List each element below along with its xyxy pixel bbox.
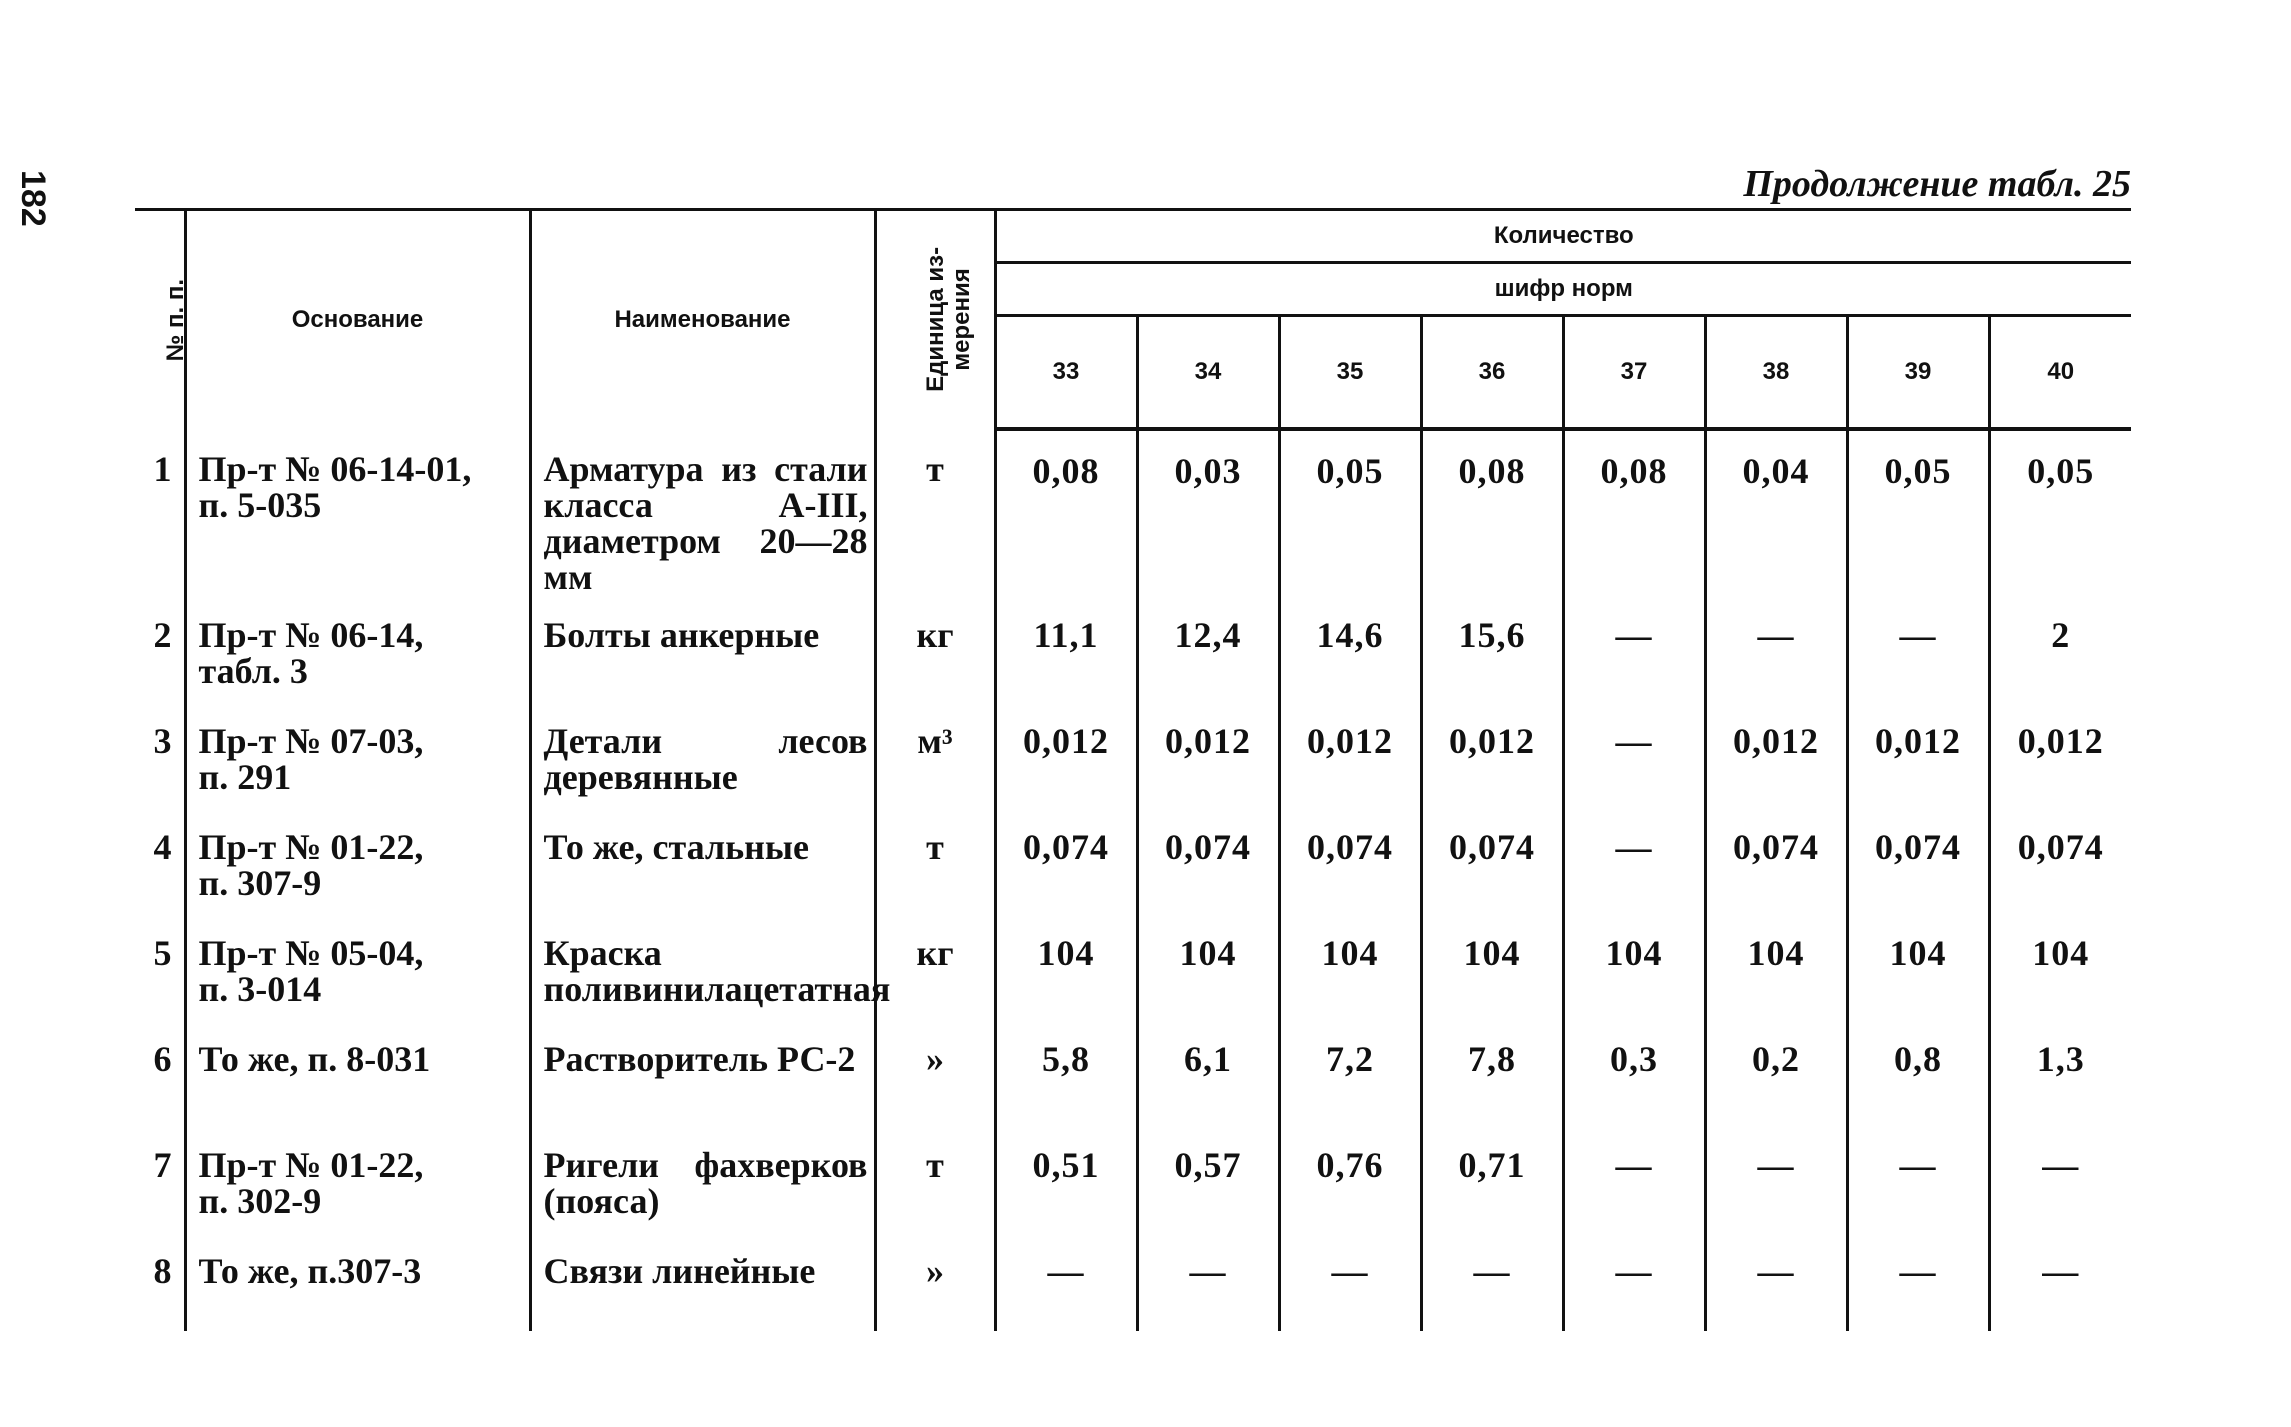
row-value-36: 0,012 (1421, 701, 1563, 807)
row-value-37: — (1563, 1125, 1705, 1231)
row-value-38: — (1705, 595, 1847, 701)
row-unit: » (875, 1019, 995, 1125)
row-value-40: 0,074 (1989, 807, 2131, 913)
row-value-33: 5,8 (995, 1019, 1137, 1125)
row-value-40: 104 (1989, 913, 2131, 1019)
row-value-37: 104 (1563, 913, 1705, 1019)
row-value-39: — (1847, 1231, 1989, 1331)
header-basis: Основание (185, 210, 530, 430)
row-number: 2 (153, 615, 172, 655)
row-value-33: 0,51 (995, 1125, 1137, 1231)
row-value-35: 7,2 (1279, 1019, 1421, 1125)
table-body (135, 429, 2131, 1331)
row-value-39: 0,8 (1847, 1019, 1989, 1125)
row-value-40: 1,3 (1989, 1019, 2131, 1125)
row-value-40: 2 (1989, 595, 2131, 701)
row-value-34: 6,1 (1137, 1019, 1279, 1125)
row-value-37: — (1563, 807, 1705, 913)
row-value-39: 104 (1847, 913, 1989, 1019)
row-value-34: 0,012 (1137, 701, 1279, 807)
table-row (135, 1019, 2131, 1125)
table-row (135, 807, 2131, 913)
row-value-35: 0,012 (1279, 701, 1421, 807)
header-code-39: 39 (1847, 316, 1989, 430)
row-value-33: 0,074 (995, 807, 1137, 913)
row-value-37: — (1563, 595, 1705, 701)
header-name: Наименование (530, 210, 875, 430)
row-value-38: 0,074 (1705, 807, 1847, 913)
header-no: № п. п. (135, 210, 185, 430)
row-value-37: 0,3 (1563, 1019, 1705, 1125)
row-name: Арматура из стали класса А-III, диаметром 20—28 мм (530, 429, 875, 595)
row-basis: Пр-т № 01-22, п. 307-9 (185, 807, 530, 913)
row-value-36: 104 (1421, 913, 1563, 1019)
row-value-36: 0,074 (1421, 807, 1563, 913)
header-code-33: 33 (995, 316, 1137, 430)
header-norm-code: шифр норм (995, 263, 2131, 316)
row-value-34: 104 (1137, 913, 1279, 1019)
row-number: 7 (153, 1145, 172, 1185)
row-value-33: 0,08 (995, 429, 1137, 595)
row-value-37: 0,08 (1563, 429, 1705, 595)
row-value-36: — (1421, 1231, 1563, 1331)
row-unit: м³ (875, 701, 995, 807)
row-value-40: — (1989, 1125, 2131, 1231)
row-value-33: 104 (995, 913, 1137, 1019)
row-value-35: 14,6 (1279, 595, 1421, 701)
row-value-40: — (1989, 1231, 2131, 1331)
table-row (135, 1231, 2131, 1331)
row-value-40: 0,05 (1989, 429, 2131, 595)
row-value-40: 0,012 (1989, 701, 2131, 807)
header-code-37: 37 (1563, 316, 1705, 430)
row-number: 1 (153, 449, 172, 489)
header-code-40: 40 (1989, 316, 2131, 430)
header-quantity: Количество (995, 210, 2131, 263)
row-basis: Пр-т № 06-14, табл. 3 (185, 595, 530, 701)
row-name: Детали лесов деревянные (530, 701, 875, 807)
row-value-36: 15,6 (1421, 595, 1563, 701)
table-row (135, 701, 2131, 807)
header-unit: Единица из- мерения (875, 210, 995, 430)
row-value-38: 0,2 (1705, 1019, 1847, 1125)
table-caption: Продолжение табл. 25 (1743, 163, 2131, 205)
row-value-34: 0,03 (1137, 429, 1279, 595)
row-value-37: — (1563, 1231, 1705, 1331)
row-unit: т (875, 429, 995, 595)
row-name: Ригели фахверков (пояса) (530, 1125, 875, 1231)
row-value-39: — (1847, 1125, 1989, 1231)
row-value-33: — (995, 1231, 1137, 1331)
row-unit: т (875, 807, 995, 913)
row-name: Болты анкерные (530, 595, 875, 701)
row-basis: Пр-т № 05-04, п. 3-014 (185, 913, 530, 1019)
row-value-33: 0,012 (995, 701, 1137, 807)
row-unit: т (875, 1125, 995, 1231)
row-unit: » (875, 1231, 995, 1331)
header-code-36: 36 (1421, 316, 1563, 430)
table-row (135, 595, 2131, 701)
row-basis: Пр-т № 06-14-01, п. 5-035 (185, 429, 530, 595)
row-number: 3 (153, 721, 172, 761)
row-name: Растворитель РС-2 (530, 1019, 875, 1125)
header-code-35: 35 (1279, 316, 1421, 430)
row-value-34: — (1137, 1231, 1279, 1331)
row-value-35: 104 (1279, 913, 1421, 1019)
row-value-36: 7,8 (1421, 1019, 1563, 1125)
row-basis: То же, п.307-3 (185, 1231, 530, 1331)
row-number: 6 (153, 1039, 172, 1079)
row-name: Краска поливинилацетатная (530, 913, 875, 1019)
row-value-35: — (1279, 1231, 1421, 1331)
row-name: То же, стальные (530, 807, 875, 913)
row-value-37: — (1563, 701, 1705, 807)
row-value-35: 0,074 (1279, 807, 1421, 913)
table-header (135, 210, 2131, 430)
row-basis: Пр-т № 01-22, п. 302-9 (185, 1125, 530, 1231)
table-row (135, 913, 2131, 1019)
row-value-39: 0,074 (1847, 807, 1989, 913)
row-number: 5 (153, 933, 172, 973)
row-value-39: 0,012 (1847, 701, 1989, 807)
row-value-34: 0,57 (1137, 1125, 1279, 1231)
row-unit: кг (875, 913, 995, 1019)
row-value-36: 0,08 (1421, 429, 1563, 595)
row-value-33: 11,1 (995, 595, 1137, 701)
row-value-34: 0,074 (1137, 807, 1279, 913)
row-value-34: 12,4 (1137, 595, 1279, 701)
page-number: 182 (14, 170, 52, 227)
row-value-38: — (1705, 1231, 1847, 1331)
row-unit: кг (875, 595, 995, 701)
table-row (135, 1125, 2131, 1231)
row-value-39: 0,05 (1847, 429, 1989, 595)
row-name: Связи линейные (530, 1231, 875, 1331)
norms-table (135, 208, 2131, 1331)
row-value-36: 0,71 (1421, 1125, 1563, 1231)
row-value-38: 0,012 (1705, 701, 1847, 807)
header-code-38: 38 (1705, 316, 1847, 430)
row-value-38: — (1705, 1125, 1847, 1231)
row-basis: То же, п. 8-031 (185, 1019, 530, 1125)
row-number: 8 (153, 1251, 172, 1291)
row-basis: Пр-т № 07-03, п. 291 (185, 701, 530, 807)
row-value-35: 0,76 (1279, 1125, 1421, 1231)
row-value-38: 104 (1705, 913, 1847, 1019)
row-value-39: — (1847, 595, 1989, 701)
row-value-38: 0,04 (1705, 429, 1847, 595)
table-row (135, 429, 2131, 595)
row-value-35: 0,05 (1279, 429, 1421, 595)
header-code-34: 34 (1137, 316, 1279, 430)
row-number: 4 (153, 827, 172, 867)
